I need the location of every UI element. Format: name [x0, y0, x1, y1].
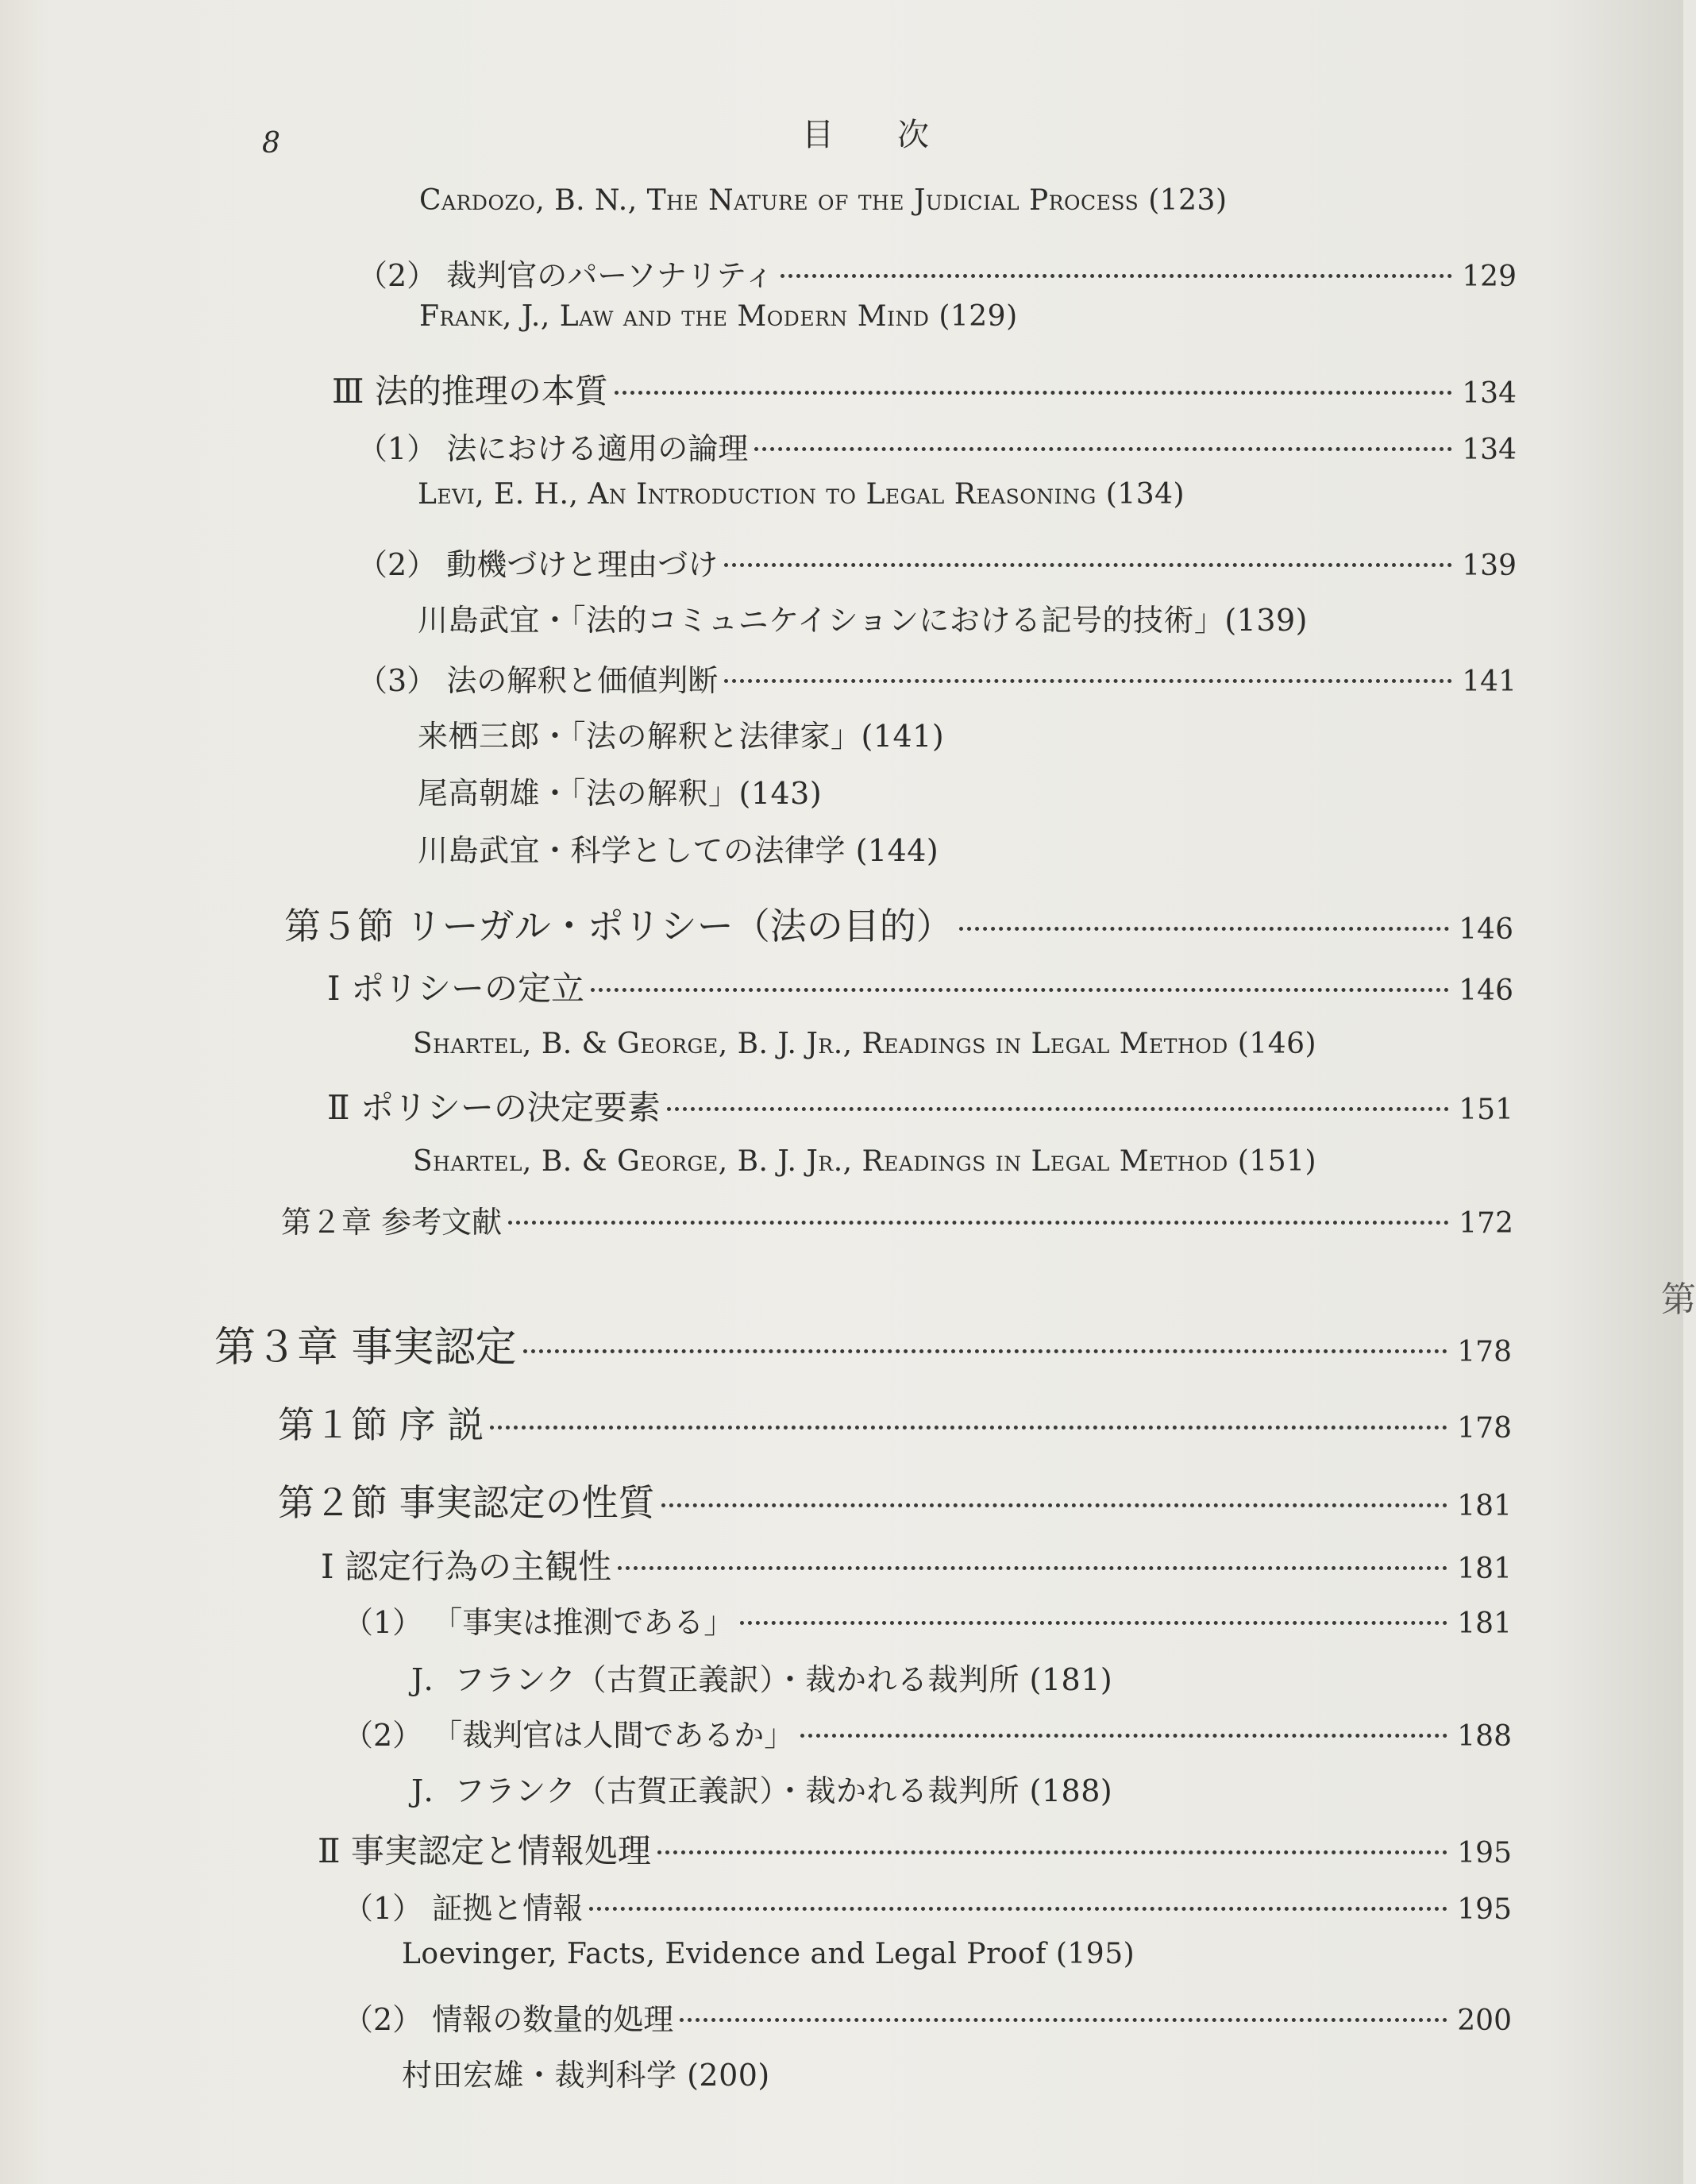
dot-leader — [667, 1107, 1449, 1111]
toc-entry-judge-personality[interactable]: （2） 裁判官のパーソナリティ 129 — [357, 258, 1517, 293]
reference-kurusu: 来栖三郎・「法の解釈と法律家」(141) — [418, 719, 945, 754]
dot-leader — [657, 1850, 1447, 1854]
toc-entry-judges-human[interactable]: （2） 「裁判官は人間であるか」 188 — [343, 1718, 1512, 1753]
reference-kawashima-science: 川島武宜・科学としての法律学 (144) — [418, 833, 939, 868]
dot-leader — [490, 1426, 1447, 1430]
toc-entry-chapter-3[interactable]: 第３章 事実認定 178 — [214, 1324, 1512, 1372]
toc-entry-section-1[interactable]: 第１節 序 説 178 — [278, 1403, 1512, 1446]
reference-frank-188: J．フランク（古賀正義訳）・裁かれる裁判所 (188) — [411, 1773, 1113, 1808]
dot-leader — [800, 1734, 1447, 1738]
reference-murata: 村田宏雄・裁判科学 (200) — [402, 2058, 770, 2093]
toc-entry-policy-factors[interactable]: Ⅱ ポリシーの決定要素 151 — [327, 1088, 1513, 1127]
reference-loevinger: Loevinger, Facts, Evidence and Legal Proof (195) — [402, 1938, 1135, 1970]
reference-shartel-151: Shartel, B. & George, B. J. Jr., Readings in Legal Method (151) — [413, 1145, 1317, 1178]
dot-leader — [508, 1221, 1449, 1225]
toc-entry-interpretation[interactable]: （3） 法の解釈と価値判断 141 — [357, 663, 1517, 698]
dot-leader — [615, 391, 1452, 395]
toc-entry-chapter-2-references[interactable]: 第２章 参考文献 172 — [281, 1205, 1513, 1240]
toc-entry-quantitative-processing[interactable]: （2） 情報の数量的処理 200 — [343, 2002, 1512, 2037]
reference-odaka: 尾高朝雄・「法の解釈」(143) — [418, 776, 823, 811]
dot-leader — [724, 679, 1452, 683]
toc-entry-information-processing[interactable]: Ⅱ 事実認定と情報処理 195 — [318, 1831, 1512, 1870]
dot-leader — [740, 1621, 1447, 1625]
dot-leader — [618, 1566, 1447, 1570]
dot-leader — [754, 447, 1452, 451]
adjacent-page-glyph: 第 — [1661, 1279, 1696, 1320]
toc-entry-facts-are-guesses[interactable]: （1） 「事実は推測である」 181 — [343, 1605, 1512, 1640]
dot-leader — [591, 988, 1449, 992]
page-number: 8 — [262, 127, 280, 160]
reference-kawashima-communication: 川島武宜・「法的コミュニケイションにおける記号的技術」(139) — [418, 603, 1309, 638]
dot-leader — [589, 1907, 1447, 1911]
running-title: 目次 — [802, 117, 993, 153]
reference-shartel-146: Shartel, B. & George, B. J. Jr., Readings in Legal Method (146) — [413, 1028, 1317, 1060]
toc-entry-section-5[interactable]: 第５節 リーガル・ポリシー（法の目的） 146 — [284, 905, 1513, 947]
dot-leader — [523, 1349, 1448, 1353]
reference-cardozo: Cardozo, B. N., The Nature of the Judicial Process (123) — [419, 184, 1228, 217]
toc-entry-application-logic[interactable]: （1） 法における適用の論理 134 — [357, 431, 1517, 466]
toc-entry-motivation[interactable]: （2） 動機づけと理由づけ 139 — [357, 547, 1517, 582]
reference-frank-181: J．フランク（古賀正義訳）・裁かれる裁判所 (181) — [411, 1662, 1113, 1697]
toc-entry-evidence-information[interactable]: （1） 証拠と情報 195 — [343, 1891, 1512, 1926]
dot-leader — [781, 274, 1452, 278]
toc-entry-policy-establishment[interactable]: Ⅰ ポリシーの定立 146 — [327, 969, 1513, 1008]
toc-entry-legal-reasoning[interactable]: Ⅲ 法的推理の本質 134 — [332, 372, 1517, 411]
reference-levi: Levi, E. H., An Introduction to Legal Reasoning (134) — [418, 478, 1185, 511]
toc-entry-subjectivity[interactable]: Ⅰ 認定行為の主観性 181 — [321, 1547, 1512, 1586]
toc-entry-section-2[interactable]: 第２節 事実認定の性質 181 — [278, 1481, 1512, 1524]
dot-leader — [959, 927, 1450, 931]
reference-frank-law: Frank, J., Law and the Modern Mind (129) — [419, 300, 1018, 333]
dot-leader — [724, 563, 1452, 567]
dot-leader — [661, 1503, 1448, 1507]
dot-leader — [680, 2018, 1447, 2022]
